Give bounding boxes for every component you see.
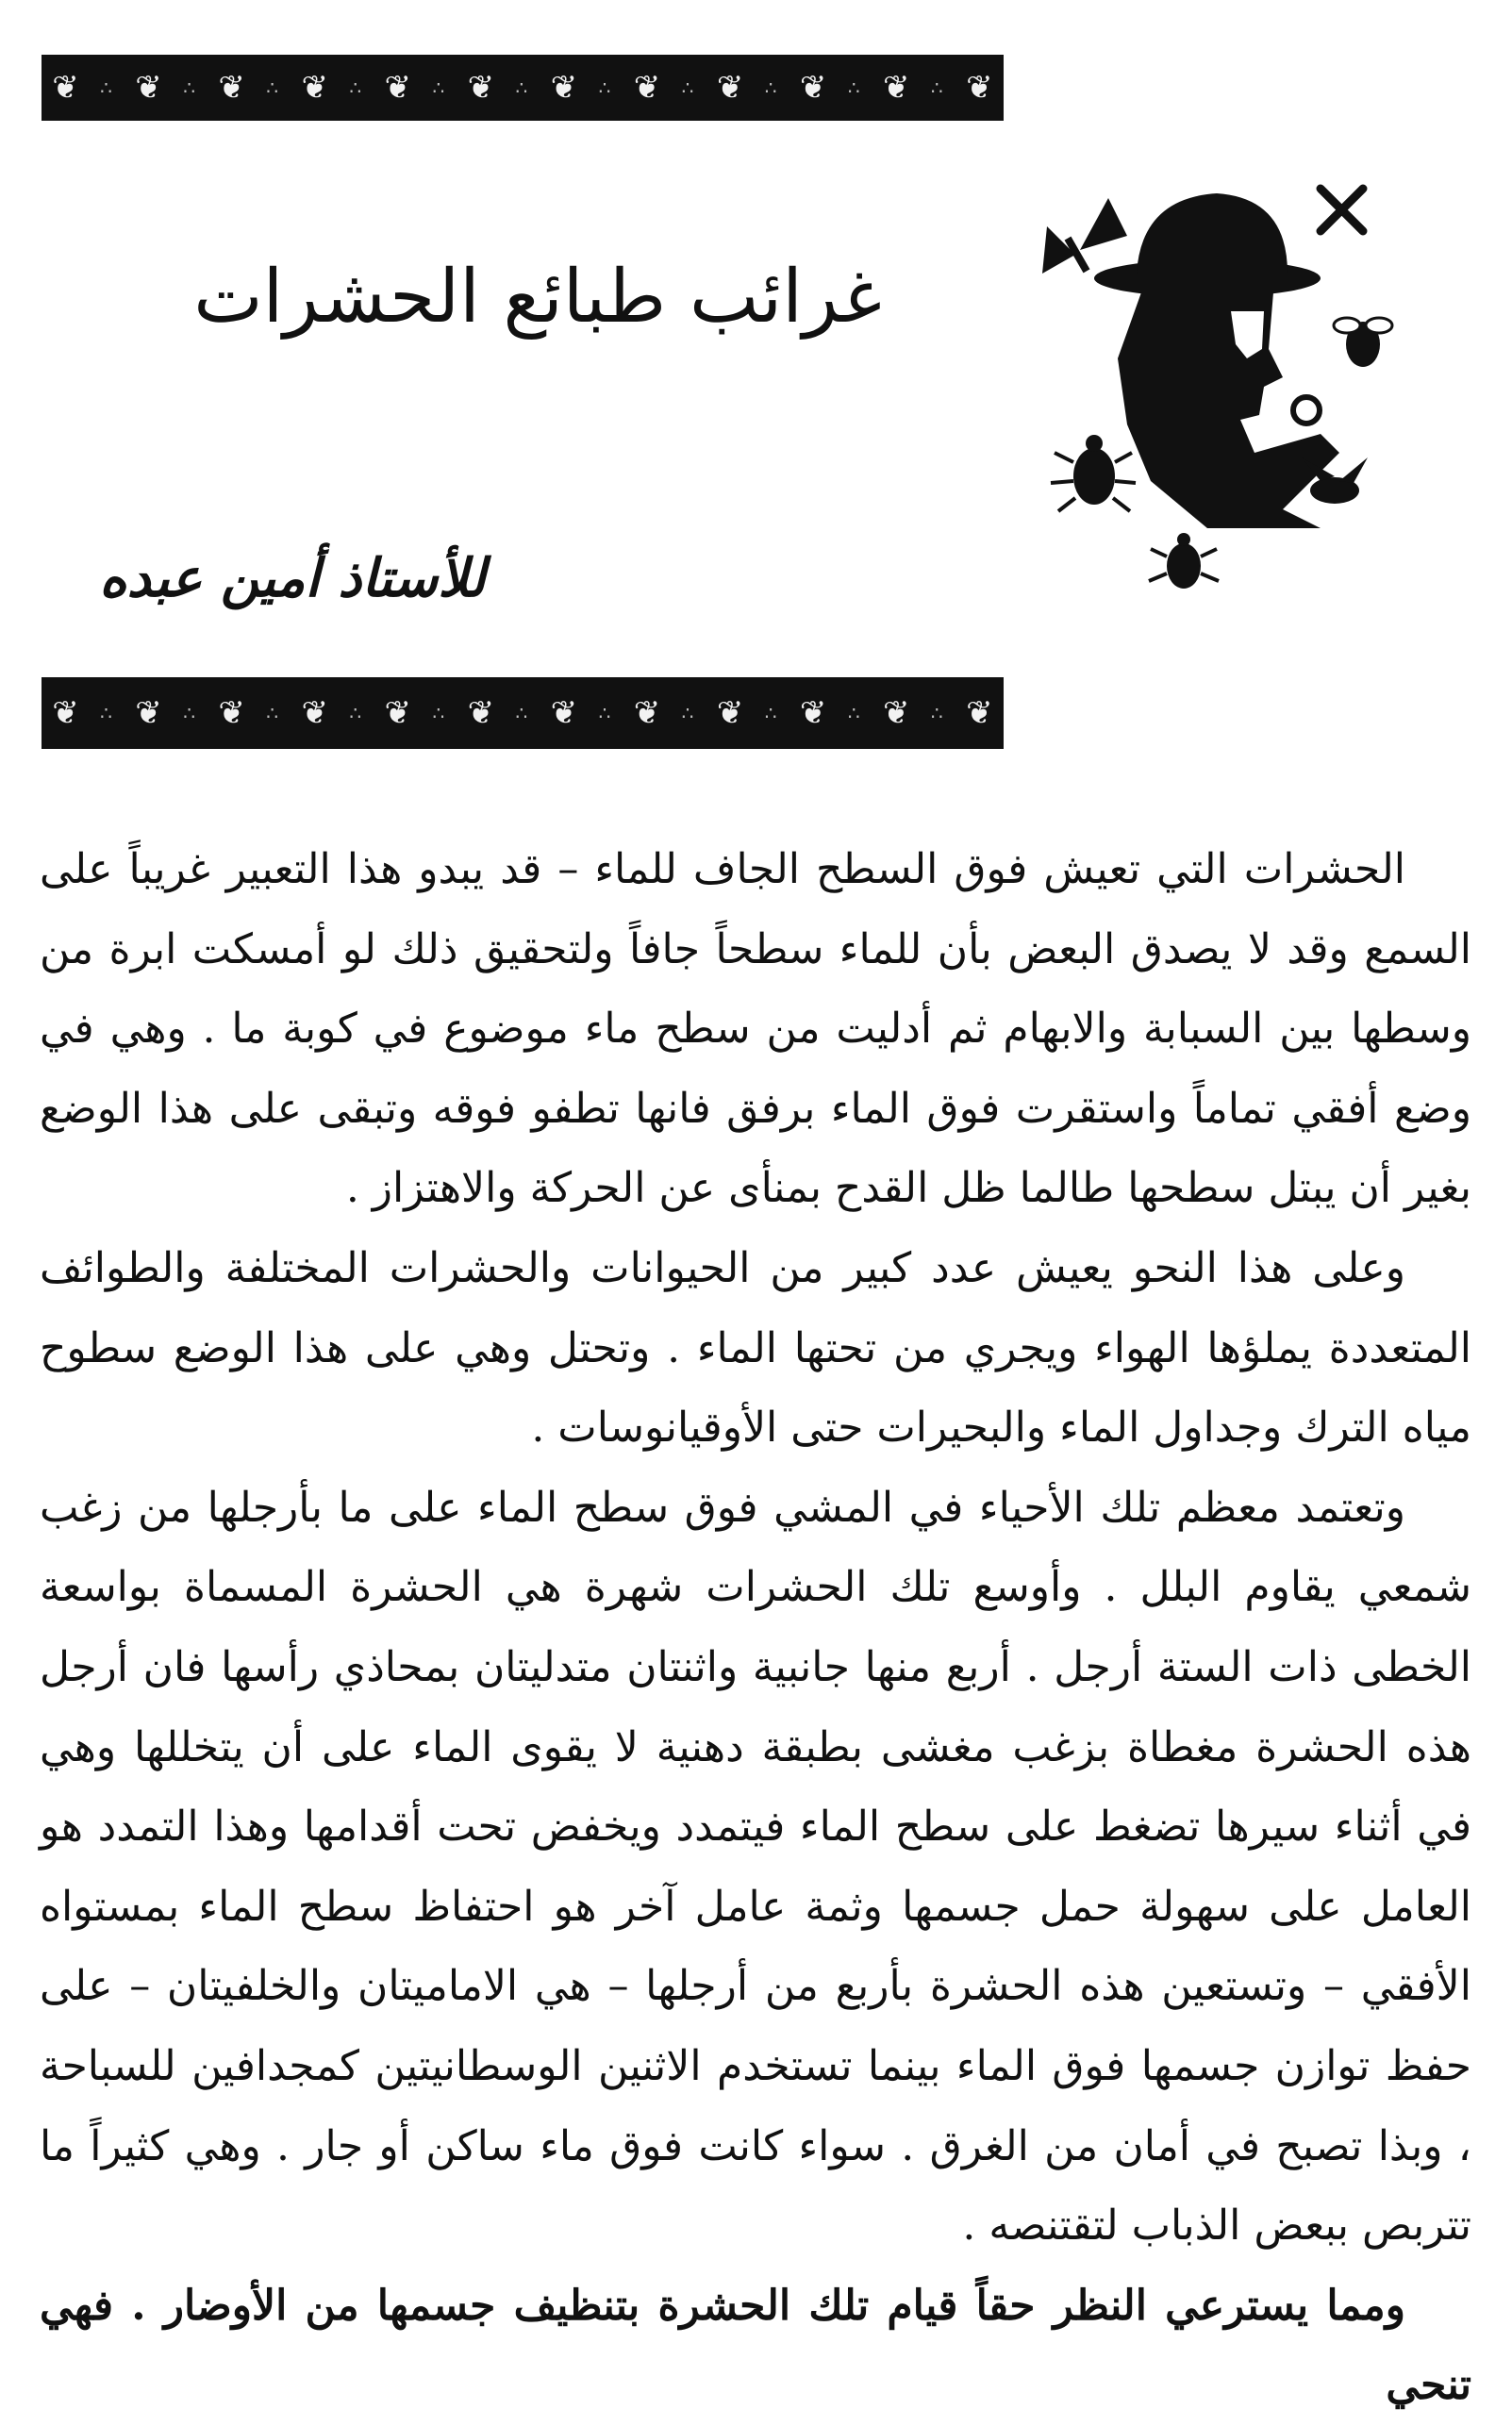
leaf-ornament-icon: ❦ [301, 694, 328, 732]
small-beetle-icon [1149, 533, 1219, 589]
leaf-ornament-icon: ❦ [716, 69, 744, 107]
leaf-ornament-icon: ❦ [467, 694, 495, 732]
leaf-ornament-icon: ❦ [384, 69, 412, 107]
leaf-ornament-icon: ❦ [550, 69, 578, 107]
leaf-ornament-icon: ❦ [301, 69, 328, 107]
grape-cluster-icon: ∴ [847, 76, 862, 99]
top-ornamental-band [42, 55, 1004, 121]
grape-cluster-icon: ∴ [100, 702, 114, 724]
leaf-ornament-icon: ❦ [716, 694, 744, 732]
grape-cluster-icon: ∴ [764, 76, 779, 99]
article-paragraph: ومما يسترعي النظر حقاً قيام تلك الحشرة بتنظيف جسمها من الأوضار . فهي تنحي [40, 2281, 1471, 2410]
bottom-ornamental-band [42, 677, 1004, 749]
leaf-ornament-icon: ❦ [218, 69, 245, 107]
grape-cluster-icon: ∴ [764, 702, 779, 724]
leaf-ornament-icon: ❦ [218, 694, 245, 732]
grape-cluster-icon: ∴ [515, 702, 530, 724]
grape-cluster-icon: ∴ [598, 702, 613, 724]
leaf-ornament-icon: ❦ [550, 694, 578, 732]
leaf-ornament-icon: ❦ [467, 69, 495, 107]
magnifying-glass-icon [1293, 397, 1320, 424]
article-paragraph: الحشرات التي تعيش فوق السطح الجاف للماء – قد يبدو هذا التعبير غريباً على السمع وقد لا يصدق البعض بأن للماء سطحاً جافاً ولتحقيق ذلك لو أمسكت ابرة من وسطها بين السبابة والابهام ثم أدليت من سطح ماء موضوع في كوبة ما . وهي في وضع أفقي تماماً واستقرت فوق الماء برفق فانها تطفو فوقه وتبقى على هذا الوضع بغير أن يبتل سطحها طالما ظل القدح بمنأى عن الحركة والاهتزاز . [40, 845, 1471, 1213]
grape-cluster-icon: ∴ [100, 76, 114, 99]
leaf-ornament-icon: ❦ [135, 69, 162, 107]
grape-cluster-icon: ∴ [847, 702, 862, 724]
grape-cluster-icon: ∴ [266, 76, 281, 99]
grape-cluster-icon: ∴ [930, 702, 945, 724]
leaf-ornament-icon: ❦ [633, 694, 661, 732]
leaf-ornament-icon: ❦ [966, 69, 993, 107]
grape-cluster-icon: ∴ [432, 76, 447, 99]
leaf-ornament-icon: ❦ [52, 694, 79, 732]
grape-cluster-icon: ∴ [349, 76, 364, 99]
leaf-ornament-icon: ❦ [633, 69, 661, 107]
grape-cluster-icon: ∴ [266, 702, 281, 724]
grape-cluster-icon: ∴ [681, 702, 696, 724]
butterfly-icon [1042, 198, 1127, 274]
article-paragraph: وتعتمد معظم تلك الأحياء في المشي فوق سطح الماء على ما بأرجلها من زغب شمعي يقاوم البلل . وأوسع تلك الحشرات شهرة هي الحشرة المسماة بواسعة الخطى ذات الستة أرجل . أربع منها جانبية واثنتان متدليتان بمحاذي رأسها فان أرجل هذه الحشرة مغطاة بزغب مغشى بطبقة دهنية لا يقوى الماء على أن يتخللها وهي في أثناء سيرها تضغط على سطح الماء فيتمدد ويخفض تحت أقدامها وهذا التمدد هو العامل على سهولة حمل جسمها وثمة عامل آخر هو احتفاظ سطح الماء بمستواه الأفقي – وتستعين هذه الحشرة بأربع من أرجلها – هي الاماميتان والخلفيتان – على حفظ توازن جسمها فوق الماء بينما تستخدم الاثنين الوسطانيتين كمجدافين للسباحة ، وبذا تصبح في أمان من الغرق . سواء كانت فوق ماء ساكن أو جار . وهي كثيراً ما تتربص ببعض الذباب لتقتنصه . [40, 1483, 1472, 2251]
leaf-ornament-icon: ❦ [135, 694, 162, 732]
leaf-ornament-icon: ❦ [799, 69, 827, 107]
article-title: غرائب طبائع الحشرات [193, 255, 882, 340]
article-author: للأستاذ أمين عبده [99, 547, 486, 609]
grape-cluster-icon: ∴ [432, 702, 447, 724]
bee-icon [1334, 318, 1392, 367]
leaf-ornament-icon: ❦ [882, 69, 910, 107]
grape-cluster-icon: ∴ [349, 702, 364, 724]
grape-cluster-icon: ∴ [183, 76, 197, 99]
grape-cluster-icon: ∴ [515, 76, 530, 99]
article-paragraph: وعلى هذا النحو يعيش عدد كبير من الحيوانات والحشرات المختلفة والطوائف المتعددة يملؤها الهواء ويجري من تحتها الماء . وتحتل وهي على هذا الوضع سطوح مياه الترك وجداول الماء والبحيرات حتى الأوقيانوسات . [40, 1243, 1471, 1453]
leaf-ornament-icon: ❦ [966, 694, 993, 732]
grape-cluster-icon: ∴ [598, 76, 613, 99]
leaf-ornament-icon: ❦ [882, 694, 910, 732]
leaf-ornament-icon: ❦ [799, 694, 827, 732]
article-body [40, 830, 1471, 2426]
grape-cluster-icon: ∴ [930, 76, 945, 99]
leaf-ornament-icon: ❦ [384, 694, 412, 732]
grape-cluster-icon: ∴ [681, 76, 696, 99]
beetle-icon [1051, 435, 1136, 511]
leaf-ornament-icon: ❦ [52, 69, 79, 107]
grape-cluster-icon: ∴ [183, 702, 197, 724]
flying-insect-icon [1321, 189, 1363, 231]
bowler-hat-icon [1094, 193, 1321, 297]
naturalist-with-insects-illustration [1038, 170, 1415, 623]
